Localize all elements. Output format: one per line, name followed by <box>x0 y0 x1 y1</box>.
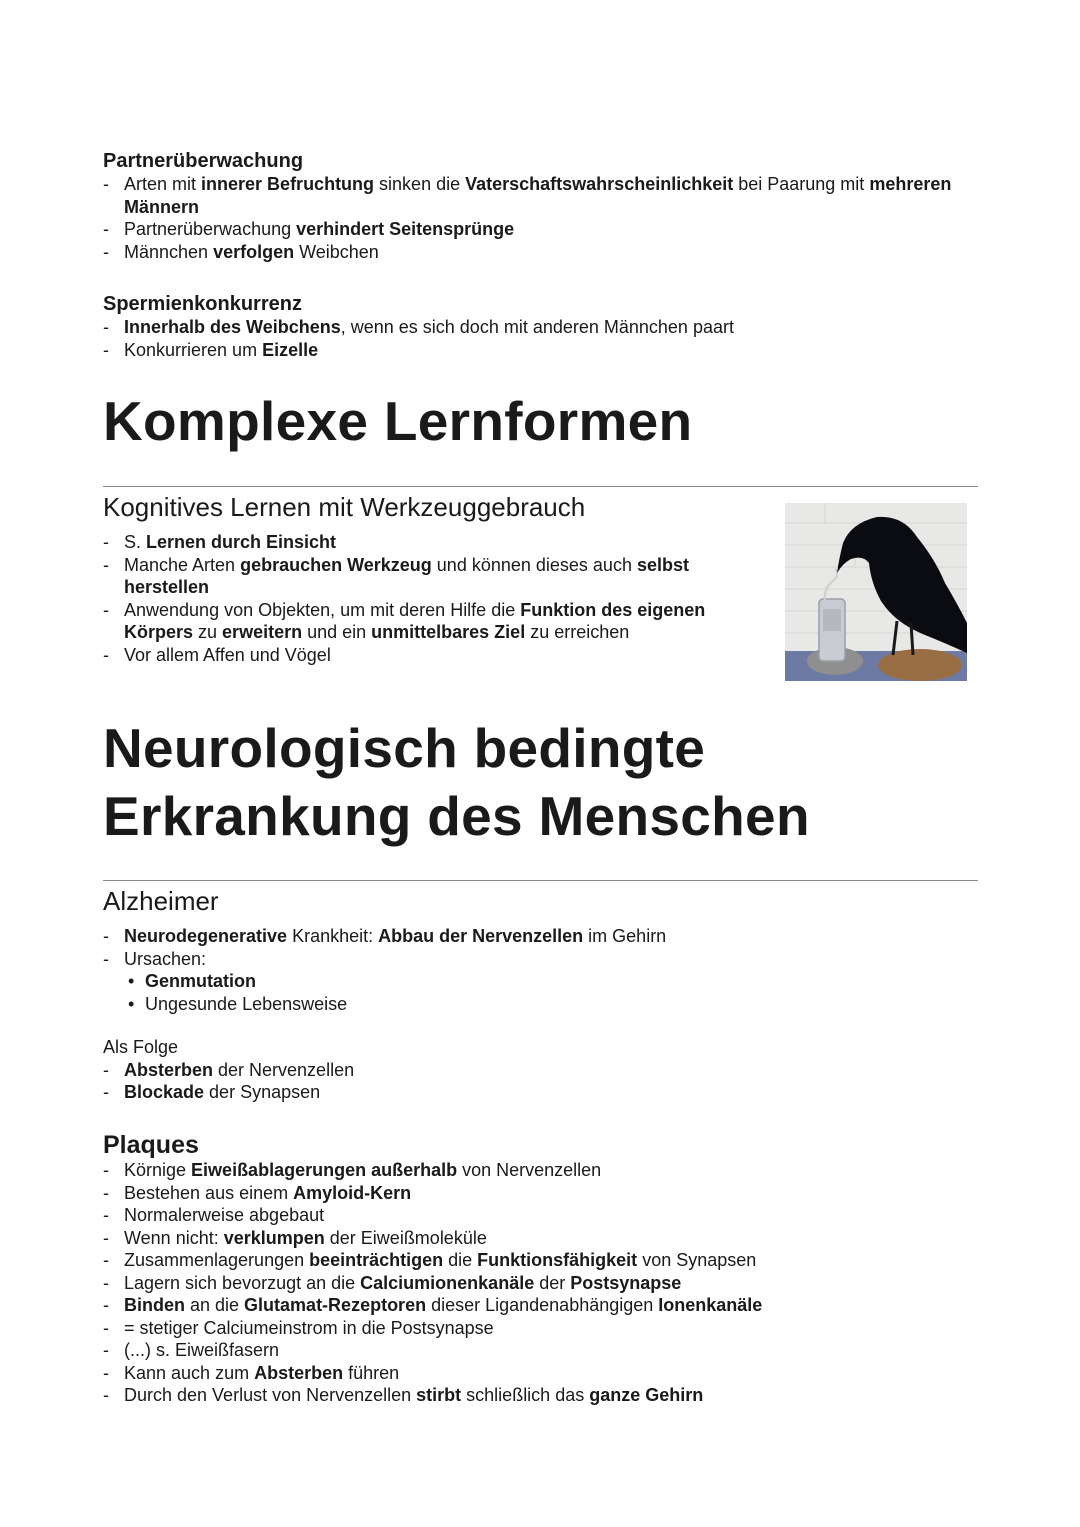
list-item: - Absterben der Nervenzellen <box>103 1059 978 1082</box>
crow-photo <box>785 503 967 681</box>
heading-neuro-line2: Erkrankung des Menschen <box>103 785 810 847</box>
alzheimer-list <box>103 925 978 970</box>
list-item: - Bestehen aus einem Amyloid-Kern <box>103 1182 978 1205</box>
section-plaques <box>103 1130 978 1407</box>
list-item: - Neurodegenerative Krankheit: Abbau der Nervenzellen im Gehirn <box>103 925 978 948</box>
divider <box>103 486 978 487</box>
list-item: - Körnige Eiweißablagerungen außerhalb von Nervenzellen <box>103 1159 978 1182</box>
list-item: - Vor allem Affen und Vögel <box>103 644 763 667</box>
list-item: - S. Lernen durch Einsicht <box>103 531 763 554</box>
sperm-list <box>103 316 978 361</box>
list-item: - = stetiger Calciumeinstrom in die Postsynapse <box>103 1317 978 1340</box>
list-item: - Arten mit innerer Befruchtung sinken die Vaterschaftswahrscheinlichkeit bei Paarung mit mehreren Männern <box>103 173 953 218</box>
lern-list <box>103 531 763 666</box>
list-item: - Anwendung von Objekten, um mit deren Hilfe die Funktion des eigenen Körpers zu erweitern und ein unmittelbares Ziel zu erreichen <box>103 599 763 644</box>
alzheimer-block <box>103 925 978 1015</box>
list-item: - Normalerweise abgebaut <box>103 1204 978 1227</box>
list-item: - Ursachen: <box>103 948 978 971</box>
sperm-title: Spermienkonkurrenz <box>103 293 302 315</box>
list-item: - Männchen verfolgen Weibchen <box>103 241 953 264</box>
list-item: - Lagern sich bevorzugt an die Calciumionenkanäle der Postsynapse <box>103 1272 978 1295</box>
folge-block <box>103 1036 978 1104</box>
list-item: - Zusammenlagerungen beeinträchtigen die Funktionsfähigkeit von Synapsen <box>103 1249 978 1272</box>
section-sperm <box>103 292 978 361</box>
plaques-list <box>103 1159 978 1407</box>
list-item: - Blockade der Synapsen <box>103 1081 978 1104</box>
heading-lernformen: Komplexe Lernformen <box>103 390 693 452</box>
partner-title: Partnerüberwachung <box>103 150 304 172</box>
list-item: - (...) s. Eiweißfasern <box>103 1339 978 1362</box>
plaques-title: Plaques <box>103 1131 199 1159</box>
folge-list <box>103 1059 978 1104</box>
list-item: - Manche Arten gebrauchen Werkzeug und können dieses auch selbst herstellen <box>103 554 763 599</box>
subheading-alzheimer: Alzheimer <box>103 886 219 916</box>
section-partner <box>103 149 978 263</box>
subheading-werkzeug: Kognitives Lernen mit Werkzeuggebrauch <box>103 492 586 522</box>
crow-illustration <box>785 503 967 681</box>
list-item: - Partnerüberwachung verhindert Seitensprünge <box>103 218 953 241</box>
partner-list <box>103 173 953 263</box>
list-item: - Binden an die Glutamat-Rezeptoren dieser Ligandenabhängigen Ionenkanäle <box>103 1294 978 1317</box>
list-item: - Wenn nicht: verklumpen der Eiweißmoleküle <box>103 1227 978 1250</box>
list-item: - Kann auch zum Absterben führen <box>103 1362 978 1385</box>
folge-label: Als Folge <box>103 1037 179 1057</box>
causes-list <box>103 970 978 1015</box>
divider <box>103 880 978 881</box>
list-item: - Durch den Verlust von Nervenzellen stirbt schließlich das ganze Gehirn <box>103 1384 978 1407</box>
list-item: - Innerhalb des Weibchens, wenn es sich doch mit anderen Männchen paart <box>103 316 978 339</box>
list-item: - Konkurrieren um Eizelle <box>103 339 978 362</box>
cause-item: • Ungesunde Lebensweise <box>125 993 978 1016</box>
heading-neuro-line1: Neurologisch bedingte <box>103 717 706 779</box>
cause-item: • Genmutation <box>125 970 978 993</box>
